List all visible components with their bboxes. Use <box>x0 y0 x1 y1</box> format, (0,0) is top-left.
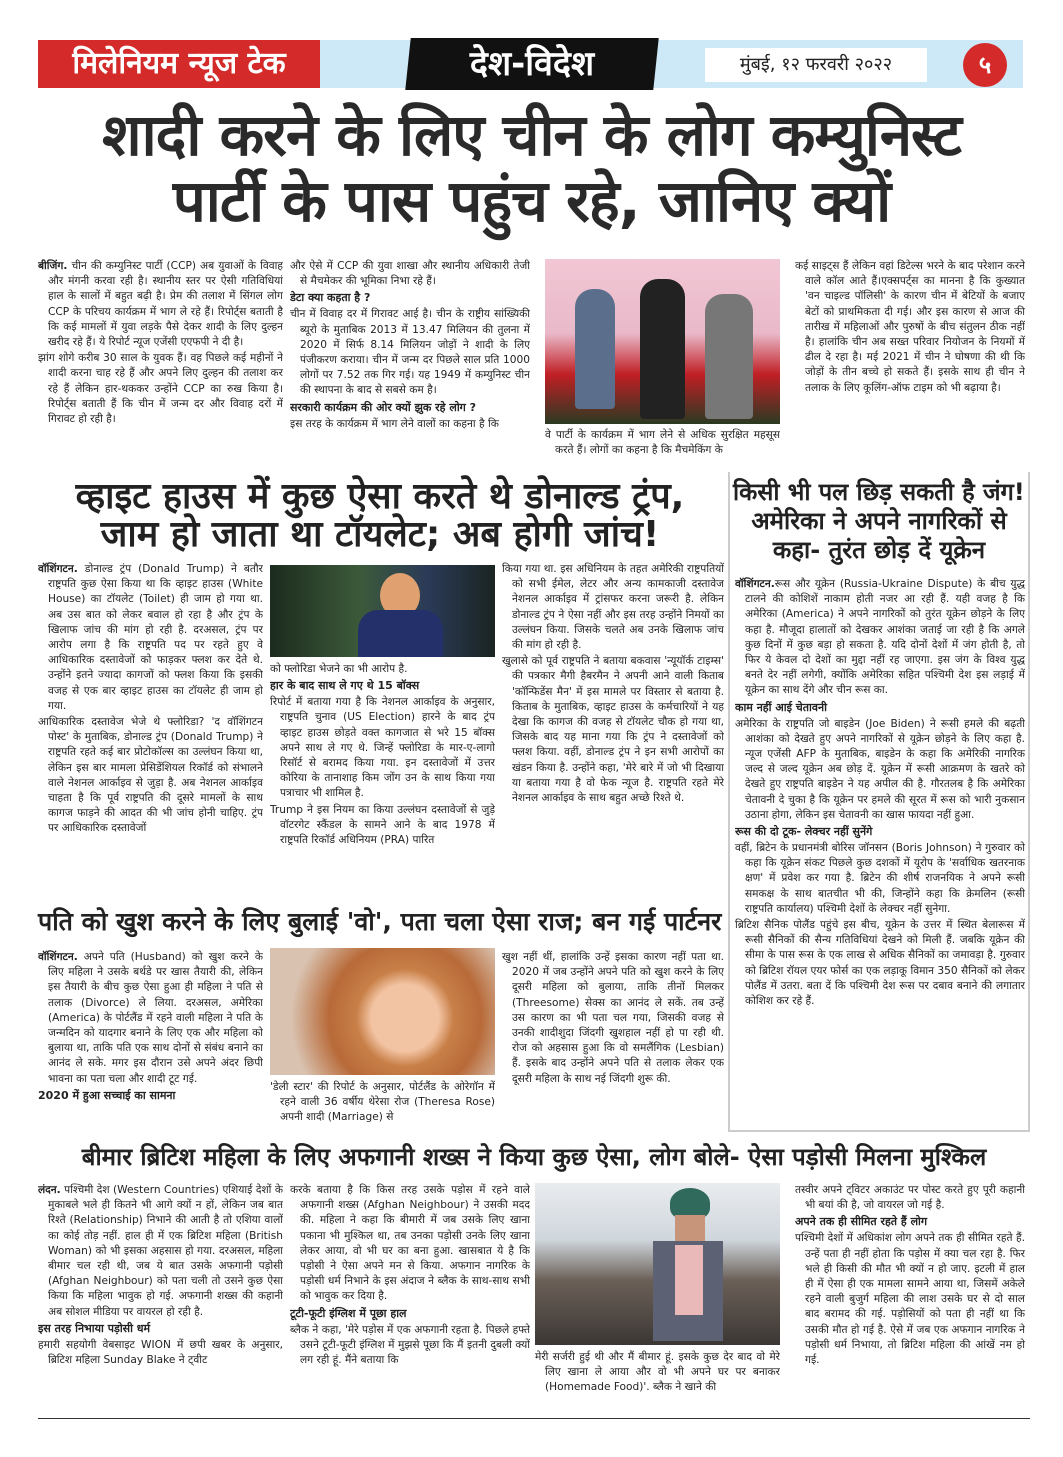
paragraph-text: चीन में विवाह दर में गिरावट आई है। चीन के राष्ट्रीय सांख्यिकी ब्यूरो के मुताबिक 2013 में 13.47 मिलियन की तुलना में 2020 में सिर्फ 8.14 मिलियन जोड़ों ने शादी के लिए पंजीकरण कराया। चीन में जन्म दर पिछले साल प्रति 1000 लोगों पर 7.52 तक गिर गई। यह 1949 में कम्युनिस्ट चीन की स्थापना के बाद से सबसे कम है। <box>290 308 530 397</box>
article2-column-2 <box>270 662 495 897</box>
paragraph-text: डोनाल्ड ट्रंप (Donald Trump) ने बतौर राष्ट्रपति कुछ ऐसा किया था कि व्हाइट हाउस (White House) का टॉयलेट (Toilet) ही जाम हो गया था. अब उस बात को लेकर बवाल हो रहा है और ट्रंप के खिलाफ जांच की मांग हो रही है. दरअसल, ट्रंप पर आरोप लगा है कि राष्ट्रपति पद पर रहते हुए वे आधिकारिक दस्तावेजों को फाड़कर फ्लश कर देते थे. उन्होंने इतने ज्यादा कागजों को फ्लश किया कि इसकी वजह से एक बार व्हाइट हाउस का टॉयलेट ही जाम हो गया. <box>48 563 263 712</box>
article4-column-3 <box>535 1350 780 1412</box>
subheading-text: हार के बाद साथ ले गए थे 15 बॉक्स <box>270 679 420 693</box>
paragraph-text: झांग शोगे करीब 30 साल के युवक हैं। वह पिछले कई महीनों ने शादी करना चाह रहे हैं और अपने लिए दुल्हन की तलाश कर रहे हैं लेकिन हार-थककर उन्होंने CCP का रुख किया है। रिपोर्ट्स बताती हैं कि चीन में जन्म दर और विवाह दरों में गिरावट हो रही है। <box>38 352 283 426</box>
paragraph-text: ब्लैक ने कहा, 'मेरे पड़ोस में एक अफगानी रहता है. पिछले हफ्ते उसने टूटी-फूटी इंग्लिश में मुझसे पूछा कि मैं इतनी दुबली क्यों लग रही हूं. मैंने बताया कि <box>290 1323 530 1367</box>
subheading <box>290 400 530 416</box>
paragraph <box>735 841 1025 917</box>
article3-headline-text: पति को खुश करने के लिए बुलाई 'वो', पता चला ऐसा राज; बन गई पार्टनर <box>38 907 722 936</box>
paragraph-text: खुलासे को पूर्व राष्ट्रपति ने बताया बकवास 'न्यूयॉर्क टाइम्स' की पत्रकार मैगी हैबरमैन ने अपनी आने वाली किताब 'कॉन्फिडेंस मैन' में इस मामले पर विस्तार से बताया है. किताब के मुताबिक, व्हाइट हाउस के कर्मचारियों ने यह देखा कि कागज की वजह से टॉयलेट चौक हो गया था, जिसके बाद यह माना गया कि ट्रंप ने दस्तावेजों को फ्लश किया. वहीं, डोनाल्ड ट्रंप ने इन सभी आरोपों का खंडन किया है. उन्होंने कहा, 'मेरे बारे में जो भी दिखाया या बताया गया है वो फेक न्यूज है. राष्ट्रपति रहते मेरे नेशनल आर्काइव के साथ बहुत अच्छे रिश्ते थे. <box>502 655 724 805</box>
subheading <box>290 290 530 306</box>
article3-column-1 <box>38 950 263 1130</box>
article4-column-1 <box>38 1183 283 1413</box>
subheading <box>735 700 1025 716</box>
article4-column-4 <box>795 1183 1025 1413</box>
paragraph-text: कई साइट्स हैं लेकिन वहां डिटेल्स भरने के बाद परेशान करने वाले कॉल आते हैं।एक्सपर्ट्स का मानना है कि कुख्यात 'वन चाइल्ड पॉलिसी' के कारण चीन में बेटियों के बजाए बेटों को प्राथमिकता दी गई। और इस कारण से आज की तारीख में महिलाओं और पुरुषों के बीच संतुलन ठीक नहीं है। हालांकि चीन अब सख्त परिवार नियोजन के नियमों में ढील दे रहा है। मई 2021 में चीन ने घोषणा की थी कि जोड़ों के तीन बच्चे हो सकते हैं। इसके साथ ही चीन ने तलाक के लिए कूलिंग-ऑफ टाइम को भी बढ़ाया है। <box>795 260 1025 394</box>
subheading-text: अपने तक ही सीमित रहते हैं लोग <box>795 1215 928 1229</box>
paragraph <box>795 1183 1025 1213</box>
paragraph <box>735 918 1025 1009</box>
paragraph-text: ब्रिटिश सैनिक पोलैंड पहुंचे इस बीच, यूक्रेन के उत्तर में स्थित बेलारूस में रूसी सैनिकों की सैन्य गतिविधियां देखने को मिली हैं. जबकि यूक्रेन की सीमा के पास रूस के एक लाख से अधिक सैनिकों का जमावड़ा है. गुरुवार को ब्रिटिश रॉयल एयर फोर्स का एक लड़ाकू विमान 350 सैनिकों को लेकर पोलैंड में उतरा. बता दें कि पश्चिमी देश रूस पर दबाव बनाने की लगातार कोशिश कर रहे हैं. <box>735 919 1025 1008</box>
paragraph <box>545 428 780 458</box>
paragraph <box>502 950 724 1087</box>
subheading-text: टूटी-फूटी इंग्लिश में पूछा हाल <box>290 1306 407 1320</box>
paragraph <box>795 1231 1025 1368</box>
paragraph <box>270 695 495 801</box>
paragraph-text: पश्चिमी देश (Western Countries) एशियाई देशों के मुकाबले भले ही कितने भी आगे क्यों न हों, लेकिन जब बात रिश्ते (Relationship) निभाने की आती है तो एशिया वालों का कोई तोड़ नहीं. हाल ही में एक ब्रिटिश महिला (British Woman) को भी इसका अहसास हो गया. दरअसल, महिला बीमार चल रही थी, जब ये बात उसके अफगानी पड़ोसी (Afghan Neighbour) को पता चली तो उसने कुछ ऐसा किया कि महिला भावुक हो गई. अफगानी शख्स की कहानी अब सोशल मीडिया पर वायरल हो रही है. <box>48 1184 283 1318</box>
issue-date <box>705 48 927 82</box>
paragraph <box>535 1350 780 1396</box>
paragraph-text: हमारी सहयोगी वेबसाइट WION में छपी खबर के अनुसार, ब्रिटिश महिला Sunday Blake ने ट्वीट <box>38 1338 283 1367</box>
paragraph-text: तस्वीर अपने ट्विटर अकाउंट पर पोस्ट करते हुए पूरी कहानी भी बयां की है, जो वायरल जो गई है. <box>795 1184 1025 1212</box>
paragraph <box>502 562 724 653</box>
paragraph <box>795 259 1025 396</box>
sidebar-headline-line2: अमेरिका ने अपने नागरिकों से <box>751 507 1007 535</box>
article4-headline-text: बीमार ब्रिटिश महिला के लिए अफगानी शख्स ने किया कुछ ऐसा, लोग बोले- ऐसा पड़ोसी मिलना मुश्किल <box>81 1143 987 1171</box>
issue-date-text: मुंबई, १२ फरवरी २०२२ <box>739 54 893 75</box>
paragraph-text: आधिकारिक दस्तावेज भेजे थे फ्लोरिडा? 'द वॉशिंगटन पोस्ट' के मुताबिक, डोनाल्ड ट्रंप (Donald Trump) ने राष्ट्रपति रहते कई बार प्रोटोकॉल्स का उल्लंघन किया था, लेकिन इस बार मामला प्रेसिडेंशियल रिकॉर्ड को संभालने वाले नेशनल आर्काइव से जुड़ा है. अब नेशनल आर्काइव चाहता है कि पूर्व राष्ट्रपति की दूसरे मामलों के साथ कागज फाड़ने की आदत की भी जांच होनी चाहिए. ट्रंप पर आधिकारिक दस्तावेजों <box>38 716 263 835</box>
article3-headline <box>38 902 722 942</box>
paragraph-text: करके बताया है कि किस तरह उसके पड़ोस में रहने वाले अफगानी शख्स (Afghan Neighbour) ने उसकी मदद की. महिला ने कहा कि बीमारी में जब उसके लिए खाना पकाना भी मुश्किल था, तब उनका पड़ोसी उनके लिए खाना लेकर आया, वो भी घर का बना हुआ. खासबात ये है कि पड़ोसी ने ऐसा अपने मन से किया. अफगान नागरिक के पड़ोसी धर्म निभाने के इस अंदाज ने ब्लैक के साथ-साथ सभी को भावुक कर दिया है. <box>290 1184 530 1303</box>
paragraph <box>290 307 530 398</box>
article2-column-3 <box>502 562 724 882</box>
dateline: लंदन. <box>38 1184 61 1196</box>
subheading-text: 2020 में हुआ सच्चाई का सामना <box>38 1088 176 1102</box>
article2-column-1 <box>38 562 263 897</box>
article1-column-4 <box>795 259 1025 469</box>
newspaper-brand-text: मिलेनियम न्यूज टेक <box>72 46 286 81</box>
article2-headline-line1: व्हाइट हाउस में कुछ ऐसा करते थे डोनाल्ड ट्रंप, <box>75 476 685 517</box>
paragraph <box>502 654 724 806</box>
paragraph <box>38 715 263 837</box>
paragraph-text: रिपोर्ट में बताया गया है कि नेशनल आर्काइव के अनुसार, राष्ट्रपति चुनाव (US Election) हारने के बाद ट्रंप व्हाइट हाउस छोड़ते वक्त कागजात से भरे 15 बॉक्स अपने साथ ले गए थे. जिन्हें फ्लोरिडा के मार-ए-लागो रिसॉर्ट से बरामद किया गया. इन दस्तावेजों में उत्तर कोरिया के तानाशाह किम जोंग उन के साथ किया गया पत्राचार भी शामिल है. <box>270 696 495 800</box>
article1-headline <box>30 102 1033 234</box>
dateline: बीजिंग. <box>38 260 68 272</box>
paragraph <box>38 950 263 1087</box>
paragraph-text: वहीं, ब्रिटेन के प्रधानमंत्री बोरिस जॉनसन (Boris Johnson) ने गुरुवार को कहा कि यूक्रेन संकट पिछले कुछ दशकों में यूरोप के 'सर्वाधिक खतरनाक क्षण' में प्रवेश कर गया है. ब्रिटेन की शीर्ष राजनयिक ने अपने रूसी समकक्ष के साथ बातचीत भी की, जिन्होंने कहा कि क्रेमलिन (रूसी राष्ट्रपति कार्यालय) पश्चिमी देशों के लेक्चर नहीं सुनेगा. <box>735 842 1025 915</box>
paragraph-text: इस तरह के कार्यक्रम में भाग लेने वालों का कहना है कि <box>290 417 499 430</box>
subheading <box>270 678 495 694</box>
article3-column-2 <box>270 1080 495 1132</box>
subheading <box>38 1088 263 1104</box>
paragraph-text: पश्चिमी देशों में अधिकांश लोग अपने तक ही सीमित रहते हैं. उन्हें पता ही नहीं होता कि पड़ोस में क्या चल रहा है. फिर भले ही किसी की मौत भी क्यों न हो जाए. इटली में हाल ही में ऐसा ही एक मामला सामने आया था, जिसमें अकेले रहने वाली बुजुर्ग महिला की लाश उसके घर से दो साल बाद बरामद की गई. पड़ोसियों को पता ही नहीं था कि उसकी मौत हो गई है. ऐसे में जब एक अफगान नागरिक ने पड़ोसी धर्म निभाया, तो ब्रिटिश महिला की आंखें नम हो गई. <box>795 1232 1025 1367</box>
subheading-text: काम नहीं आई चेतावनी <box>735 700 827 714</box>
paragraph <box>270 662 495 677</box>
paragraph-text: चीन की कम्युनिस्ट पार्टी (CCP) अब युवाओं के विवाह और मंगनी करवा रही है। स्थानीय स्तर पर ऐसी गतिविधियां हाल के सालों में बहुत बढ़ी है। प्रेम की तलाश में सिंगल लोग CCP के परिचय कार्यक्रम में भाग ले रहे हैं। रिपोर्ट्स बताती है कि कई मामलों में युवा लड़के पैसे देकर शादी के लिए दुल्हन खरीद रहे हैं। ये रिपोर्ट न्यूज एजेंसी एएफपी ने दी है। <box>48 260 283 349</box>
article1-column-3 <box>545 428 780 466</box>
article4-column-2 <box>290 1183 530 1413</box>
paragraph <box>270 803 495 849</box>
article1-column-1 <box>38 259 283 469</box>
paragraph <box>290 417 530 432</box>
paragraph-text: मेरी सर्जरी हुई थी और मैं बीमार हूं. इसके कुछ देर बाद वो मेरे लिए खाना ले आया और वो भी अपने घर पर बनाकर (Homemade Food)'. ब्लैक ने खाने की <box>535 1351 780 1394</box>
article3-column-3 <box>502 950 724 1130</box>
article4-headline <box>38 1136 1030 1178</box>
sidebar-headline-line3: कहा- तुरंत छोड़ दें यूक्रेन <box>772 536 986 564</box>
paragraph <box>270 1080 495 1126</box>
article1-headline-line1: शादी करने के लिए चीन के लोग कम्युनिस्ट <box>102 101 961 169</box>
dateline: वॉशिंगटन. <box>38 951 78 963</box>
article2-photo-trump <box>270 565 495 657</box>
page-number: ५ <box>963 43 1007 87</box>
paragraph <box>290 1183 530 1305</box>
subheading-text: सरकारी कार्यक्रम की ओर क्यों झुक रहे लोग ? <box>290 400 477 414</box>
article2-headline-line2: जाम हो जाता था टॉयलेट; अब होगी जांच! <box>100 514 660 555</box>
paragraph-text: वे पार्टी के कार्यक्रम में भाग लेने से अधिक सुरक्षित महसूस करते हैं। लोगों का कहना है कि मैचमेकिंग के <box>545 429 780 457</box>
paragraph-text: अमेरिका के राष्ट्रपति जो बाइडेन (Joe Biden) ने रूसी हमले की बढ़ती आशंका को देखते हुए अपने नागरिकों से यूक्रेन छोड़ने के लिए कहा है. न्यूज एजेंसी AFP के मुताबिक, बाइडेन के कहा कि अमेरिकी नागरिक जल्द से जल्द यूक्रेन अब छोड़ दें. यूक्रेन में रूसी आक्रमण के खतरे को देखते हुए राष्ट्रपति बाइडेन ने यह अपील की है. गौरतलब है कि अमेरिका चेतावनी दे चुका है कि यूक्रेन पर हमले की सूरत में रूस को भारी नुकसान उठाना होगा, लेकिन इस चेतावनी का खास फायदा नहीं हुआ. <box>735 717 1025 821</box>
subheading <box>290 1306 530 1322</box>
subheading-text: इस तरह निभाया पड़ोसी धर्म <box>38 1321 151 1335</box>
article1-headline-line2: पार्टी के पास पहुंच रहे, जानिए क्यों <box>172 167 891 235</box>
subheading <box>795 1214 1025 1230</box>
bottom-rule <box>38 1418 1030 1419</box>
paragraph <box>38 351 283 427</box>
paragraph-text: रूस और यूक्रेन (Russia-Ukraine Dispute) के बीच युद्ध टालने की कोशिशें नाकाम होती नजर आ रही हैं. यही वजह है कि अमेरिका (America) ने अपने नागरिकों को तुरंत यूक्रेन छोड़ने के लिए कहा है. मौजूदा हालातों को देखकर आशंका जताई जा रही है कि अगले कुछ दिनों में कुछ बड़ा हो सकता है. यदि दोनों देशों में जंग होती है, तो फिर ये केवल दो देशों का मुद्दा नहीं रह जाएगा. इस जंग के विश्व युद्ध बनते देर नहीं लगेगी, क्योंकि अमेरिका सहित पश्चिमी देश इस लड़ाई में यूक्रेन का साथ देंगे और चीन रूस का. <box>745 578 1025 697</box>
article1-column-2 <box>290 259 530 469</box>
paragraph-text: को फ्लोरिडा भेजने का भी आरोप है. <box>270 663 408 675</box>
paragraph-text: अपने पति (Husband) को खुश करने के लिए महिला ने उसके बर्थडे पर खास तैयारी की, लेकिन इस तैयारी के बीच कुछ ऐसा हुआ ही महिला ने पति से तलाक (Divorce) ले लिया. दरअसल, अमेरिका (America) के पोर्टलैंड में रहने वाली महिला ने पति के जन्मदिन को यादगार बनाने के लिए एक और महिला को बुलाया था, ताकि पति एक साथ दोनों से संबंध बनाने का आनंद ले सके. मगर इस दौरान उसे अपने अंदर छिपी भावना का पता चला और शादी टूट गई. <box>48 951 263 1085</box>
paragraph-text: और ऐसे में CCP की युवा शाखा और स्थानीय अधिकारी तेजी से मैचमेकर की भूमिका निभा रहे हैं। <box>290 260 530 288</box>
paragraph <box>38 259 283 350</box>
article2-headline <box>38 478 722 554</box>
paragraph-text: Trump ने इस नियम का किया उल्लंघन दस्तावेजों से जुड़े वॉटरगेट स्कैंडल के सामने आने के बाद 1978 में राष्ट्रपति रिकॉर्ड अधिनियम (PRA) पारित <box>270 803 495 847</box>
sidebar-headline <box>733 478 1025 565</box>
subheading-text: रूस की दो टूक- लेक्चर नहीं सुनेंगे <box>735 825 873 839</box>
paragraph <box>735 717 1025 823</box>
dateline: वॉशिंगटन. <box>38 563 78 575</box>
paragraph <box>38 562 263 714</box>
section-title-text: देश-विदेश <box>469 44 595 84</box>
paragraph <box>735 577 1025 699</box>
paragraph <box>290 1323 530 1369</box>
article1-photo-matchmaking-event <box>545 259 780 424</box>
paragraph-text: खुश नहीं थीं, हालांकि उन्हें इसका कारण नहीं पता था. 2020 में जब उन्होंने अपने पति को खुश करने के लिए दूसरी महिला को बुलाया, ताकि तीनों मिलकर (Threesome) सेक्स का आनंद ले सकें. तब उन्हें उस कारण का भी पता चल गया, जिसकी वजह से उनकी शादीशुदा जिंदगी खुशहाल नहीं हो पा रही थी. रोज को अहसास हुआ कि वो समलैंगिक (Lesbian) हैं. इसके बाद उन्होंने अपने पति से तलाक लेकर एक दूसरी महिला के साथ नई जिंदगी शुरू की. <box>502 951 724 1085</box>
section-title <box>405 38 658 90</box>
subheading <box>735 824 1025 840</box>
paragraph <box>38 1183 283 1320</box>
subheading-text: डेटा क्या कहता है ? <box>290 291 371 305</box>
article4-photo-afghan-man <box>535 1183 780 1345</box>
paragraph <box>38 1338 283 1368</box>
sidebar-body <box>735 577 1025 1129</box>
article3-photo-woman <box>270 948 495 1075</box>
paragraph-text: 'डेली स्टार' की रिपोर्ट के अनुसार, पोर्टलैंड के ओरेगॉन में रहने वाली 36 वर्षीय थेरेसा रोज (Theresa Rose) अपनी शादी (Marriage) से <box>270 1081 495 1124</box>
paragraph-text: किया गया था. इस अधिनियम के तहत अमेरिकी राष्ट्रपतियों को सभी ईमेल, लेटर और अन्य कामकाजी दस्तावेज नेशनल आर्काइव में ट्रांसफर करना जरूरी है. लेकिन डोनाल्ड ट्रंप ने ऐसा नहीं और इस तरह उन्होंने निमयों का उल्लंघन किया. जिसके चलते अब उनके खिलाफ जांच की मांग हो रही है. <box>502 563 724 652</box>
dateline: वॉशिंगटन. <box>735 578 775 590</box>
paragraph <box>290 259 530 289</box>
subheading <box>38 1321 283 1337</box>
newspaper-brand <box>38 40 320 88</box>
sidebar-headline-line1: किसी भी पल छिड़ सकती है जंग! <box>733 478 1025 506</box>
